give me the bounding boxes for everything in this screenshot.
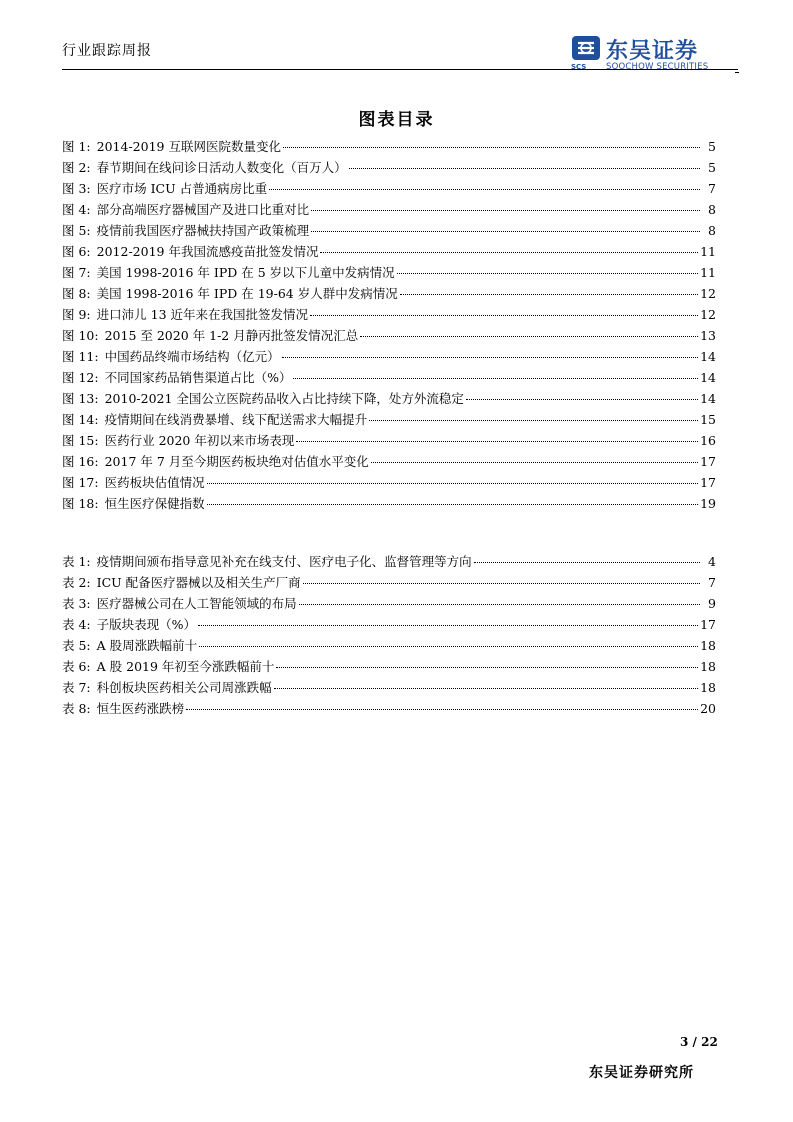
figure-title: 恒生医疗保健指数	[104, 496, 205, 511]
dot-leader	[397, 273, 698, 274]
figure-label: 图 6:	[62, 244, 91, 259]
figure-page-number: 15	[700, 412, 716, 427]
figure-title: 疫情前我国医疗器械扶持国产政策梳理	[96, 223, 310, 238]
dot-leader	[283, 147, 700, 148]
table-label: 表 6:	[62, 659, 91, 674]
figure-page-number: 14	[700, 349, 716, 364]
figure-entry[interactable]	[62, 409, 716, 430]
toc-title: 图表目录	[358, 110, 435, 130]
header-divider	[62, 69, 738, 70]
dot-leader	[199, 646, 698, 647]
table-entry[interactable]	[62, 551, 716, 572]
table-label: 表 5:	[62, 638, 91, 653]
figure-page-number: 13	[700, 328, 716, 343]
dot-leader	[310, 315, 698, 316]
table-title: 子版块表现（%）	[96, 617, 197, 632]
figure-page-number: 8	[708, 202, 716, 217]
figure-entry[interactable]	[62, 241, 716, 262]
figure-entry[interactable]	[62, 493, 716, 514]
figure-title: 疫情期间在线消费暴增、线下配送需求大幅提升	[104, 412, 368, 427]
figure-entry[interactable]	[62, 388, 716, 409]
page-number: 3 / 22	[680, 1035, 718, 1049]
figure-page-number: 19	[700, 496, 716, 511]
dot-leader	[276, 667, 698, 668]
table-page-number: 7	[708, 575, 716, 590]
table-page-number: 20	[700, 701, 716, 716]
figure-label: 图 4:	[62, 202, 91, 217]
table-page-number: 18	[700, 680, 716, 695]
logo-abbr: SCS	[571, 63, 587, 71]
table-entry[interactable]	[62, 698, 716, 719]
dot-leader	[311, 231, 700, 232]
figure-page-number: 8	[708, 223, 716, 238]
dot-leader	[369, 420, 698, 421]
figure-title: 2017 年 7 月至今期医药板块绝对估值水平变化	[104, 454, 369, 469]
table-title: A 股 2019 年初至今涨跌幅前十	[96, 659, 275, 674]
dot-leader	[207, 504, 698, 505]
figure-title: 医疗市场 ICU 占普通病房比重	[96, 181, 268, 196]
logo-english-name: SOOCHOW SECURITIES	[606, 62, 709, 72]
figure-entry[interactable]	[62, 472, 716, 493]
table-title: A 股周涨跌幅前十	[96, 638, 198, 653]
table-page-number: 17	[700, 617, 716, 632]
figure-title: 部分高端医疗器械国产及进口比重对比	[96, 202, 310, 217]
figure-label: 图 17:	[62, 475, 99, 490]
dot-leader	[207, 483, 698, 484]
logo-chinese-name: 东吴证券	[606, 39, 699, 64]
figure-title: 医药行业 2020 年初以来市场表现	[104, 433, 295, 448]
figure-entry[interactable]	[62, 178, 716, 199]
figure-label: 图 18:	[62, 496, 99, 511]
figure-entry[interactable]	[62, 136, 716, 157]
figure-label: 图 7:	[62, 265, 91, 280]
report-type-label: 行业跟踪周报	[62, 43, 152, 59]
table-title: ICU 配备医疗器械以及相关生产厂商	[96, 575, 301, 590]
figure-title: 2010-2021 全国公立医院药品收入占比持续下降，处方外流稳定	[104, 391, 464, 406]
figure-title: 医药板块估值情况	[104, 475, 205, 490]
figure-page-number: 12	[700, 286, 716, 301]
company-logo	[570, 34, 735, 72]
table-label: 表 8:	[62, 701, 91, 716]
figure-label: 图 11:	[62, 349, 99, 364]
figure-page-number: 5	[708, 139, 716, 154]
table-page-number: 18	[700, 638, 716, 653]
figure-title: 美国 1998-2016 年 IPD 在 5 岁以下儿童中发病情况	[96, 265, 395, 280]
dot-leader	[269, 189, 700, 190]
figure-label: 图 14:	[62, 412, 99, 427]
figure-label: 图 15:	[62, 433, 99, 448]
header-divider-tick	[735, 72, 739, 73]
table-title: 疫情期间颁布指导意见补充在线支付、医疗电子化、监督管理等方向	[96, 554, 472, 569]
table-entry[interactable]	[62, 635, 716, 656]
figure-title: 2014-2019 互联网医院数量变化	[96, 139, 281, 154]
figure-page-number: 17	[700, 454, 716, 469]
figure-label: 图 2:	[62, 160, 91, 175]
figure-entry[interactable]	[62, 367, 716, 388]
table-entry[interactable]	[62, 677, 716, 698]
figure-entry[interactable]	[62, 262, 716, 283]
figure-label: 图 12:	[62, 370, 99, 385]
dot-leader	[274, 688, 698, 689]
table-label: 表 7:	[62, 680, 91, 695]
figure-page-number: 12	[700, 307, 716, 322]
table-list	[62, 551, 716, 719]
table-label: 表 1:	[62, 554, 91, 569]
figure-title: 中国药品终端市场结构（亿元）	[104, 349, 280, 364]
dot-leader	[349, 168, 700, 169]
figure-entry[interactable]	[62, 304, 716, 325]
figure-entry[interactable]	[62, 451, 716, 472]
dot-leader	[466, 399, 698, 400]
dot-leader	[282, 357, 698, 358]
figure-title: 2015 至 2020 年 1-2 月静丙批签发情况汇总	[104, 328, 359, 343]
table-title: 恒生医药涨跌榜	[96, 701, 185, 716]
dot-leader	[400, 294, 698, 295]
dot-leader	[296, 441, 698, 442]
dot-leader	[299, 604, 700, 605]
table-title: 科创板块医药相关公司周涨跌幅	[96, 680, 272, 695]
figure-title: 进口沛儿 13 近年来在我国批签发情况	[96, 307, 308, 322]
figure-page-number: 11	[700, 265, 716, 280]
figure-entry[interactable]	[62, 430, 716, 451]
table-entry[interactable]	[62, 614, 716, 635]
figure-label: 图 13:	[62, 391, 99, 406]
dot-leader	[360, 336, 698, 337]
figure-label: 图 10:	[62, 328, 99, 343]
figure-entry[interactable]	[62, 346, 716, 367]
figure-title: 春节期间在线问诊日活动人数变化（百万人）	[96, 160, 347, 175]
figure-entry[interactable]	[62, 283, 716, 304]
table-entry[interactable]	[62, 572, 716, 593]
dot-leader	[198, 625, 698, 626]
table-page-number: 9	[708, 596, 716, 611]
figure-title: 不同国家药品销售渠道占比（%）	[104, 370, 292, 385]
figure-page-number: 14	[700, 391, 716, 406]
dot-leader	[311, 210, 700, 211]
figure-label: 图 5:	[62, 223, 91, 238]
figure-page-number: 17	[700, 475, 716, 490]
figure-entry[interactable]	[62, 157, 716, 178]
table-page-number: 18	[700, 659, 716, 674]
table-entry[interactable]	[62, 656, 716, 677]
dot-leader	[474, 562, 700, 563]
figure-entry[interactable]	[62, 199, 716, 220]
dot-leader	[371, 462, 698, 463]
dot-leader	[320, 252, 698, 253]
table-page-number: 4	[708, 554, 716, 569]
figure-label: 图 3:	[62, 181, 91, 196]
figure-label: 图 16:	[62, 454, 99, 469]
figure-title: 美国 1998-2016 年 IPD 在 19-64 岁人群中发病情况	[96, 286, 398, 301]
scs-logo-icon	[570, 34, 602, 66]
figure-page-number: 11	[700, 244, 716, 259]
figure-entry[interactable]	[62, 220, 716, 241]
table-label: 表 4:	[62, 617, 91, 632]
table-entry[interactable]	[62, 593, 716, 614]
dot-leader	[186, 709, 698, 710]
figure-list	[62, 136, 716, 514]
figure-entry[interactable]	[62, 325, 716, 346]
figure-title: 2012-2019 年我国流感疫苗批签发情况	[96, 244, 319, 259]
dot-leader	[293, 378, 698, 379]
footer-organization: 东吴证券研究所	[589, 1065, 694, 1081]
figure-label: 图 1:	[62, 139, 91, 154]
figure-label: 图 8:	[62, 286, 91, 301]
figure-page-number: 16	[700, 433, 716, 448]
table-label: 表 3:	[62, 596, 91, 611]
table-title: 医疗器械公司在人工智能领域的布局	[96, 596, 297, 611]
dot-leader	[303, 583, 700, 584]
table-label: 表 2:	[62, 575, 91, 590]
figure-page-number: 7	[708, 181, 716, 196]
figure-page-number: 5	[708, 160, 716, 175]
figure-label: 图 9:	[62, 307, 91, 322]
figure-page-number: 14	[700, 370, 716, 385]
